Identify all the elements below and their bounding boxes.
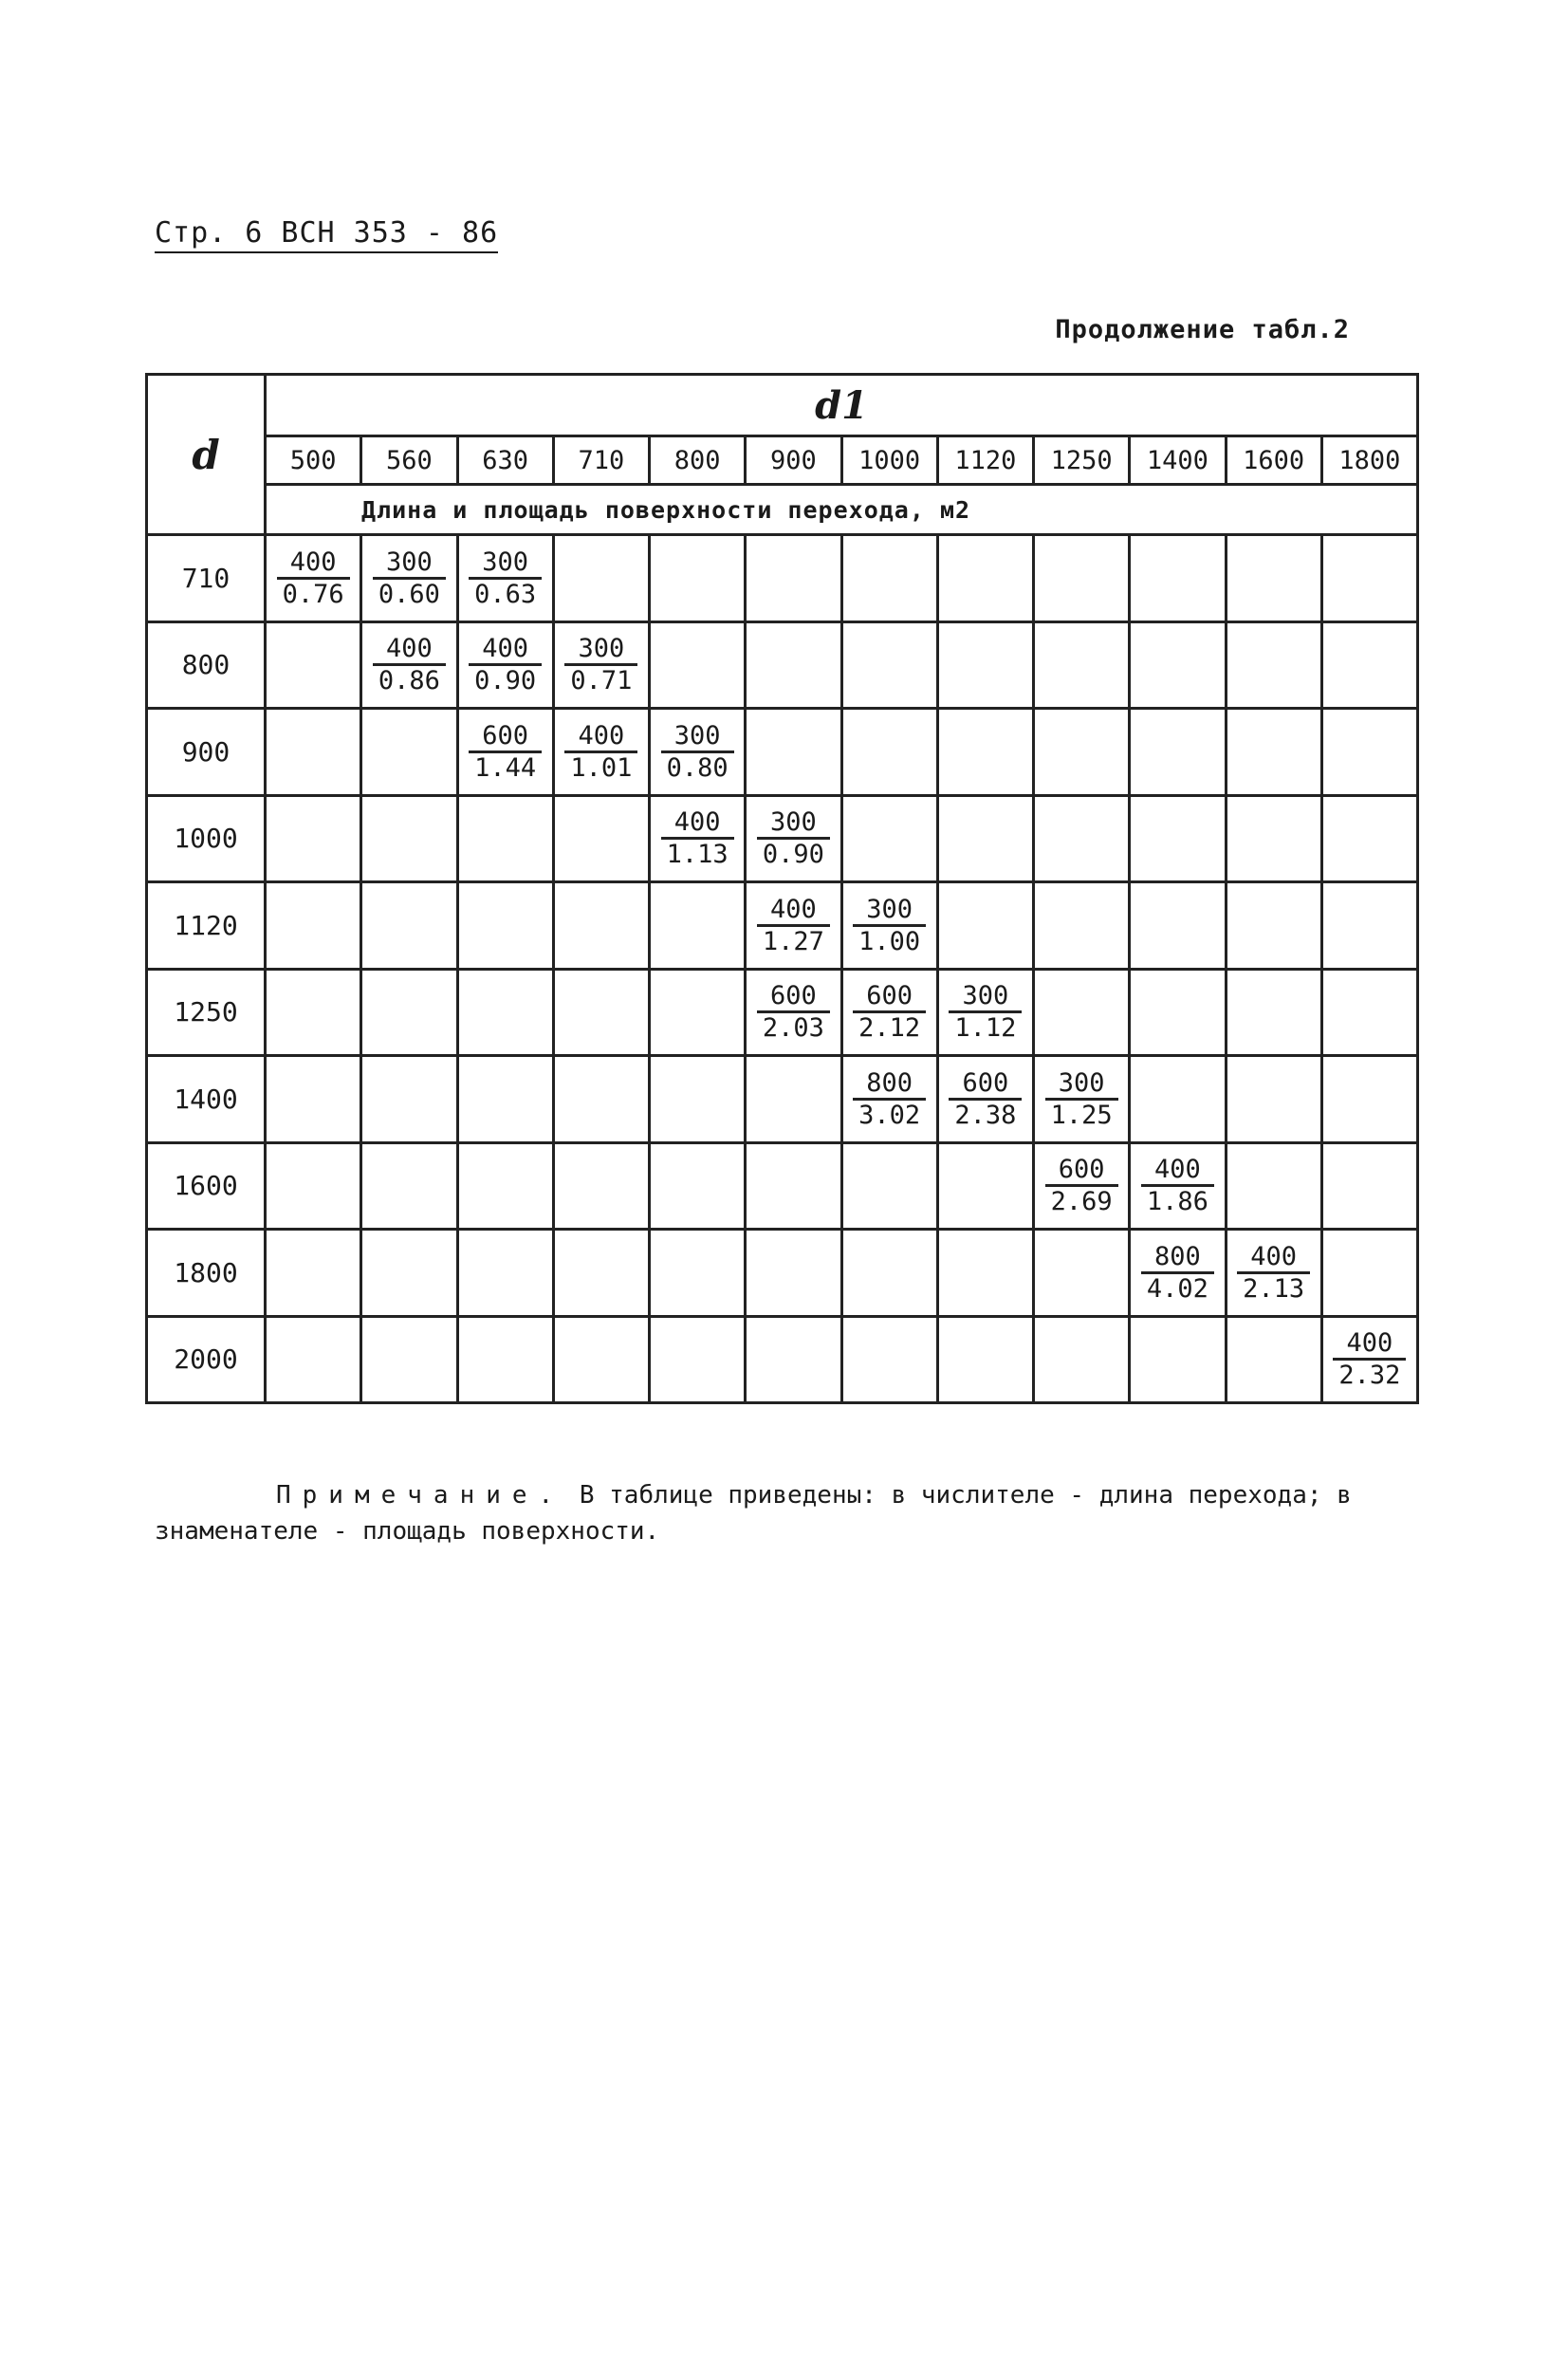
table-cell bbox=[841, 969, 937, 1056]
area-denominator: 2.12 bbox=[858, 1013, 921, 1044]
column-header-row bbox=[147, 436, 1418, 485]
table-cell bbox=[650, 795, 746, 882]
table-cell bbox=[553, 882, 649, 970]
row-header: 2000 bbox=[147, 1316, 266, 1403]
table-cell bbox=[1226, 709, 1321, 796]
table-cell bbox=[650, 1230, 746, 1317]
column-header: 800 bbox=[650, 436, 746, 485]
table-cell bbox=[746, 882, 841, 970]
table-cell bbox=[1226, 1142, 1321, 1230]
d1-header: d1 bbox=[266, 375, 1418, 436]
area-denominator: 0.90 bbox=[474, 666, 537, 696]
table-cell bbox=[457, 969, 553, 1056]
table-caption: Продолжение табл.2 bbox=[1055, 315, 1350, 344]
table-cell bbox=[746, 709, 841, 796]
area-denominator: 1.27 bbox=[762, 926, 824, 956]
table-cell bbox=[1321, 1056, 1417, 1143]
table-cell bbox=[1034, 535, 1130, 622]
table-row bbox=[147, 621, 1418, 709]
table-cell bbox=[553, 795, 649, 882]
table-cell bbox=[266, 621, 361, 709]
table-cell bbox=[746, 1230, 841, 1317]
table-cell bbox=[361, 795, 457, 882]
row-header: 1800 bbox=[147, 1230, 266, 1317]
table-cell bbox=[841, 795, 937, 882]
table-cell bbox=[361, 969, 457, 1056]
table-cell bbox=[746, 795, 841, 882]
area-denominator: 1.01 bbox=[570, 752, 633, 783]
length-numerator: 300 bbox=[661, 721, 734, 753]
area-denominator: 0.71 bbox=[570, 666, 633, 696]
fraction-value bbox=[949, 981, 1022, 1043]
row-header: 710 bbox=[147, 535, 266, 622]
table-cell bbox=[841, 882, 937, 970]
area-denominator: 2.03 bbox=[762, 1013, 824, 1044]
table-cell bbox=[1034, 709, 1130, 796]
table-cell bbox=[457, 709, 553, 796]
length-numerator: 300 bbox=[469, 547, 542, 580]
table-cell bbox=[457, 621, 553, 709]
fraction-value bbox=[564, 634, 637, 695]
table-cell bbox=[937, 1142, 1033, 1230]
row-header: 1400 bbox=[147, 1056, 266, 1143]
length-numerator: 600 bbox=[853, 981, 926, 1013]
length-numerator: 300 bbox=[853, 895, 926, 927]
table-row bbox=[147, 1230, 1418, 1317]
table-cell bbox=[266, 1142, 361, 1230]
table-cell bbox=[1226, 1230, 1321, 1317]
length-numerator: 300 bbox=[949, 981, 1022, 1013]
fraction-value bbox=[469, 634, 542, 695]
table-cell bbox=[553, 535, 649, 622]
length-numerator: 400 bbox=[564, 721, 637, 753]
table-cell bbox=[1034, 1142, 1130, 1230]
table-cell bbox=[266, 1230, 361, 1317]
area-denominator: 0.63 bbox=[474, 579, 537, 609]
area-denominator: 2.32 bbox=[1338, 1361, 1401, 1391]
row-header: 1600 bbox=[147, 1142, 266, 1230]
table-cell bbox=[1321, 1142, 1417, 1230]
row-header: 1250 bbox=[147, 969, 266, 1056]
table-cell bbox=[841, 535, 937, 622]
fraction-value bbox=[1141, 1242, 1214, 1304]
column-header: 900 bbox=[746, 436, 841, 485]
fraction-value bbox=[757, 981, 830, 1043]
table-cell bbox=[937, 621, 1033, 709]
table-cell bbox=[746, 1316, 841, 1403]
length-numerator: 300 bbox=[1045, 1068, 1118, 1101]
table-cell bbox=[650, 535, 746, 622]
table-cell bbox=[841, 1142, 937, 1230]
table-cell bbox=[361, 1142, 457, 1230]
area-denominator: 0.90 bbox=[762, 840, 824, 870]
table-cell bbox=[457, 1230, 553, 1317]
table-cell bbox=[266, 709, 361, 796]
table-cell bbox=[937, 535, 1033, 622]
fraction-value bbox=[1045, 1155, 1118, 1216]
table-cell bbox=[746, 621, 841, 709]
table-cell bbox=[361, 1056, 457, 1143]
table-cell bbox=[841, 1230, 937, 1317]
table-cell bbox=[650, 1316, 746, 1403]
table-cell bbox=[1130, 969, 1226, 1056]
table-cell bbox=[650, 1056, 746, 1143]
table-row bbox=[147, 709, 1418, 796]
fraction-value bbox=[373, 634, 446, 695]
fraction-value bbox=[757, 807, 830, 869]
length-numerator: 400 bbox=[1141, 1155, 1214, 1187]
area-denominator: 0.80 bbox=[666, 752, 729, 783]
fraction-value bbox=[1045, 1068, 1118, 1130]
table-cell bbox=[1130, 882, 1226, 970]
table-cell bbox=[361, 709, 457, 796]
note-title: Примечание. bbox=[276, 1481, 565, 1510]
table-cell bbox=[1130, 1316, 1226, 1403]
length-numerator: 400 bbox=[757, 895, 830, 927]
area-denominator: 2.38 bbox=[954, 1100, 1017, 1130]
table-cell bbox=[457, 795, 553, 882]
table-cell bbox=[361, 882, 457, 970]
table-cell bbox=[1321, 1230, 1417, 1317]
fraction-value bbox=[853, 981, 926, 1043]
area-denominator: 2.69 bbox=[1050, 1187, 1113, 1217]
table-cell bbox=[266, 795, 361, 882]
note bbox=[155, 1478, 1421, 1549]
fraction-value bbox=[373, 547, 446, 609]
table-cell bbox=[1034, 621, 1130, 709]
table-cell bbox=[553, 621, 649, 709]
table-cell bbox=[937, 1230, 1033, 1317]
table-cell bbox=[1226, 1316, 1321, 1403]
length-numerator: 400 bbox=[1237, 1242, 1310, 1274]
column-header: 500 bbox=[266, 436, 361, 485]
table-cell bbox=[650, 621, 746, 709]
table-cell bbox=[1321, 535, 1417, 622]
table-cell bbox=[1226, 795, 1321, 882]
table-cell bbox=[553, 709, 649, 796]
fraction-value bbox=[661, 721, 734, 783]
length-numerator: 800 bbox=[1141, 1242, 1214, 1274]
table-cell bbox=[553, 1230, 649, 1317]
table-cell bbox=[553, 969, 649, 1056]
length-numerator: 600 bbox=[757, 981, 830, 1013]
fraction-value bbox=[949, 1068, 1022, 1130]
table-cell bbox=[1321, 621, 1417, 709]
fraction-value bbox=[469, 721, 542, 783]
fraction-value bbox=[661, 807, 734, 869]
table-cell bbox=[1034, 969, 1130, 1056]
table-cell bbox=[457, 1142, 553, 1230]
table-cell bbox=[1034, 795, 1130, 882]
table-cell bbox=[266, 1316, 361, 1403]
table-cell bbox=[1321, 882, 1417, 970]
table-cell bbox=[1130, 1230, 1226, 1317]
length-numerator: 600 bbox=[949, 1068, 1022, 1101]
table-cell bbox=[841, 621, 937, 709]
area-denominator: 1.44 bbox=[474, 752, 537, 783]
table-cell bbox=[1226, 535, 1321, 622]
length-numerator: 400 bbox=[277, 547, 350, 580]
table-row bbox=[147, 969, 1418, 1056]
table-cell bbox=[1034, 1316, 1130, 1403]
table-cell bbox=[361, 535, 457, 622]
column-header: 1120 bbox=[937, 436, 1033, 485]
d-column-header: d bbox=[147, 375, 266, 535]
table-cell bbox=[937, 969, 1033, 1056]
area-denominator: 1.86 bbox=[1146, 1187, 1208, 1217]
table-subheading: Длина и площадь поверхности перехода, м2 bbox=[266, 485, 1418, 535]
fraction-value bbox=[853, 895, 926, 956]
column-header: 1400 bbox=[1130, 436, 1226, 485]
table-cell bbox=[1034, 1056, 1130, 1143]
length-numerator: 800 bbox=[853, 1068, 926, 1101]
area-denominator: 0.76 bbox=[282, 579, 344, 609]
length-numerator: 600 bbox=[469, 721, 542, 753]
table-cell bbox=[361, 1230, 457, 1317]
table-cell bbox=[650, 709, 746, 796]
table-row bbox=[147, 1316, 1418, 1403]
table-cell bbox=[841, 709, 937, 796]
area-denominator: 2.13 bbox=[1243, 1273, 1305, 1304]
table-cell bbox=[650, 969, 746, 1056]
length-numerator: 300 bbox=[757, 807, 830, 840]
data-table bbox=[145, 373, 1419, 1404]
page-header: Стр. 6 ВСН 353 - 86 bbox=[155, 216, 498, 253]
area-denominator: 0.86 bbox=[378, 666, 440, 696]
table-cell bbox=[553, 1056, 649, 1143]
area-denominator: 1.25 bbox=[1050, 1100, 1113, 1130]
table-cell bbox=[937, 709, 1033, 796]
table-cell bbox=[1226, 882, 1321, 970]
table-cell bbox=[746, 969, 841, 1056]
fraction-value bbox=[1237, 1242, 1310, 1304]
table-cell bbox=[1226, 969, 1321, 1056]
table-cell bbox=[841, 1316, 937, 1403]
table-cell bbox=[266, 535, 361, 622]
column-header: 560 bbox=[361, 436, 457, 485]
column-header: 630 bbox=[457, 436, 553, 485]
area-denominator: 1.13 bbox=[666, 840, 729, 870]
length-numerator: 400 bbox=[373, 634, 446, 666]
table-cell bbox=[937, 882, 1033, 970]
length-numerator: 600 bbox=[1045, 1155, 1118, 1187]
table-row bbox=[147, 535, 1418, 622]
length-numerator: 300 bbox=[373, 547, 446, 580]
table-cell bbox=[1321, 795, 1417, 882]
table-cell bbox=[1034, 1230, 1130, 1317]
table-cell bbox=[841, 1056, 937, 1143]
table-cell bbox=[1130, 535, 1226, 622]
table-cell bbox=[457, 1056, 553, 1143]
table-cell bbox=[553, 1142, 649, 1230]
table-cell bbox=[1226, 621, 1321, 709]
note-text: В таблице приведены: в числителе - длина перехода; в знаменателе - площадь поверхности. bbox=[155, 1481, 1352, 1546]
table-cell bbox=[937, 1056, 1033, 1143]
length-numerator: 400 bbox=[469, 634, 542, 666]
area-denominator: 1.12 bbox=[954, 1013, 1017, 1044]
table-cell bbox=[1130, 709, 1226, 796]
table-body bbox=[147, 535, 1418, 1403]
table-cell bbox=[553, 1316, 649, 1403]
table-cell bbox=[457, 535, 553, 622]
table-cell bbox=[1321, 709, 1417, 796]
length-numerator: 300 bbox=[564, 634, 637, 666]
table-cell bbox=[361, 1316, 457, 1403]
table-cell bbox=[650, 1142, 746, 1230]
fraction-value bbox=[1141, 1155, 1214, 1216]
fraction-value bbox=[757, 895, 830, 956]
table-cell bbox=[746, 535, 841, 622]
table-cell bbox=[1130, 621, 1226, 709]
table-cell bbox=[1321, 1316, 1417, 1403]
table-cell bbox=[457, 1316, 553, 1403]
length-numerator: 400 bbox=[661, 807, 734, 840]
table-cell bbox=[457, 882, 553, 970]
table-cell bbox=[1226, 1056, 1321, 1143]
table-cell bbox=[937, 795, 1033, 882]
fraction-value bbox=[277, 547, 350, 609]
row-header: 800 bbox=[147, 621, 266, 709]
fraction-value bbox=[469, 547, 542, 609]
table-cell bbox=[1321, 969, 1417, 1056]
fraction-value bbox=[564, 721, 637, 783]
table-cell bbox=[650, 882, 746, 970]
table-row bbox=[147, 1056, 1418, 1143]
table-cell bbox=[746, 1056, 841, 1143]
length-numerator: 400 bbox=[1333, 1328, 1406, 1361]
table-row bbox=[147, 1142, 1418, 1230]
table-cell bbox=[266, 882, 361, 970]
table-cell bbox=[1034, 882, 1130, 970]
row-header: 1000 bbox=[147, 795, 266, 882]
column-header: 1800 bbox=[1321, 436, 1417, 485]
area-denominator: 4.02 bbox=[1146, 1273, 1208, 1304]
table-cell bbox=[1130, 1056, 1226, 1143]
table-cell bbox=[266, 1056, 361, 1143]
table-cell bbox=[746, 1142, 841, 1230]
table-cell bbox=[1130, 1142, 1226, 1230]
fraction-value bbox=[1333, 1328, 1406, 1390]
area-denominator: 3.02 bbox=[858, 1100, 921, 1130]
table-cell bbox=[266, 969, 361, 1056]
column-header: 1600 bbox=[1226, 436, 1321, 485]
row-header: 900 bbox=[147, 709, 266, 796]
table-cell bbox=[361, 621, 457, 709]
table-row bbox=[147, 882, 1418, 970]
column-header: 1250 bbox=[1034, 436, 1130, 485]
table-cell bbox=[1130, 795, 1226, 882]
column-header: 1000 bbox=[841, 436, 937, 485]
table-row bbox=[147, 795, 1418, 882]
table-cell bbox=[937, 1316, 1033, 1403]
column-header: 710 bbox=[553, 436, 649, 485]
area-denominator: 0.60 bbox=[378, 579, 440, 609]
fraction-value bbox=[853, 1068, 926, 1130]
row-header: 1120 bbox=[147, 882, 266, 970]
area-denominator: 1.00 bbox=[858, 926, 921, 956]
